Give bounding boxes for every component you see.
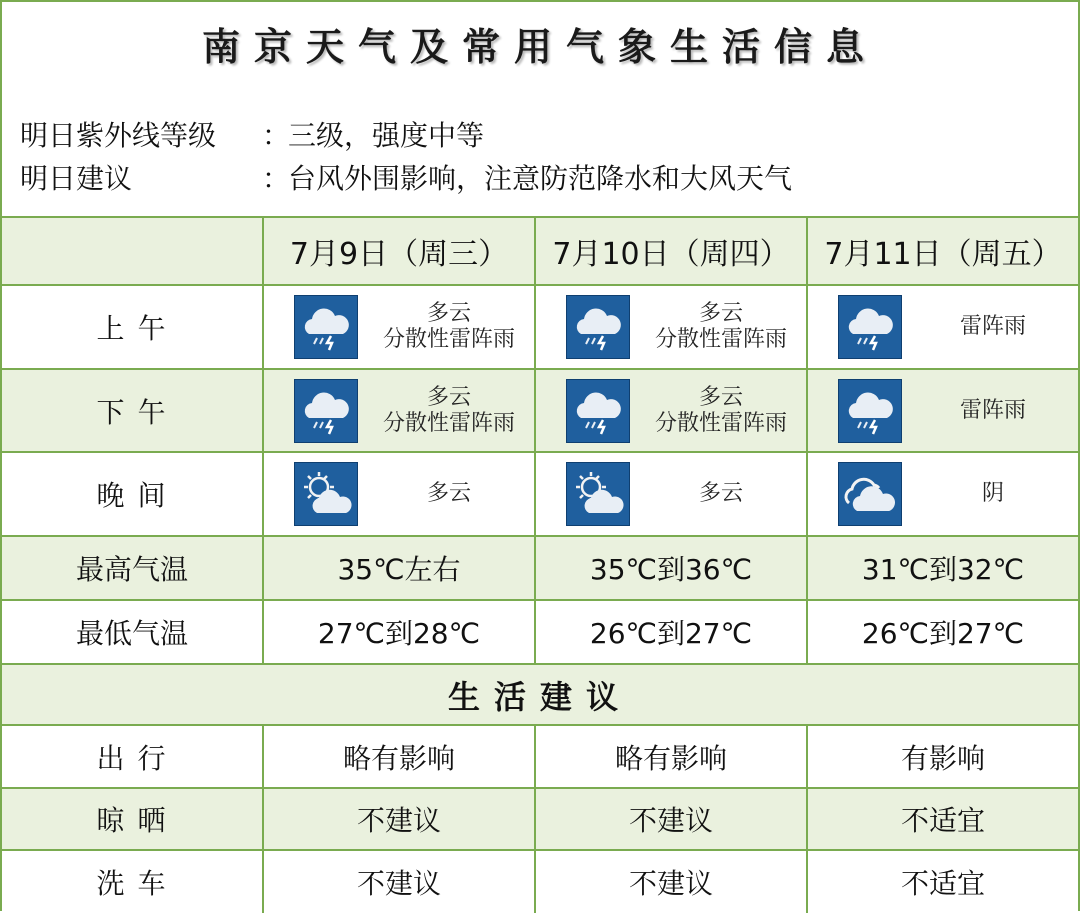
weather-desc bbox=[908, 286, 1078, 368]
weather-desc-line-1: 雷阵雨 bbox=[959, 397, 1026, 423]
life-label-travel: 出 行 bbox=[2, 726, 264, 787]
thunderstorm-icon bbox=[838, 379, 902, 443]
weather-cell bbox=[536, 370, 808, 451]
period-label-evening: 晚 间 bbox=[2, 453, 264, 535]
weather-desc-line-1: 多云 bbox=[426, 301, 471, 326]
weather-desc-line-2: 分散性雷阵雨 bbox=[382, 410, 515, 436]
weather-cell bbox=[808, 453, 1078, 535]
weather-desc-line-1: 雷阵雨 bbox=[959, 314, 1026, 339]
thunderstorm-icon bbox=[566, 295, 630, 359]
life-row-drying bbox=[2, 789, 1078, 851]
weather-desc-line-1: 多云 bbox=[698, 301, 743, 326]
partly-cloudy-icon bbox=[294, 462, 358, 526]
high-temp-row bbox=[2, 537, 1078, 601]
date-day-1: 7月9日（周三） bbox=[264, 218, 536, 284]
corner-cell bbox=[2, 218, 264, 284]
low-temp-value: 26℃到27℃ bbox=[536, 601, 808, 663]
advice-value: 台风外围影响，注意防范降水和大风天气 bbox=[288, 162, 793, 195]
advice-label: 明日建议 bbox=[20, 162, 133, 195]
uv-value: 三级，强度中等 bbox=[288, 119, 485, 152]
thunderstorm-icon bbox=[566, 379, 630, 443]
life-value: 有影响 bbox=[900, 741, 985, 775]
partly-cloudy-icon bbox=[566, 462, 630, 526]
high-temp-value: 35℃到36℃ bbox=[536, 537, 808, 599]
date-day-3: 7月11日（周五） bbox=[824, 237, 1062, 272]
weather-desc bbox=[636, 453, 806, 535]
weather-cell bbox=[808, 286, 1078, 368]
low-temp-value: 27℃到28℃ bbox=[264, 601, 536, 663]
weather-desc bbox=[364, 370, 534, 451]
life-value: 不适宜 bbox=[900, 867, 985, 900]
weather-cell bbox=[264, 286, 536, 368]
weather-desc-line-2: 分散性雷阵雨 bbox=[654, 410, 787, 436]
weather-desc bbox=[364, 286, 534, 368]
page-title: 南京天气及常用气象生活信息 bbox=[201, 25, 878, 69]
date-header-row bbox=[2, 218, 1078, 286]
low-temp-label: 最低气温 bbox=[2, 601, 264, 663]
life-row-travel bbox=[2, 726, 1078, 789]
uv-label: 明日紫外线等级 bbox=[20, 119, 217, 152]
uv-colon: ： bbox=[262, 119, 291, 152]
thunderstorm-icon bbox=[294, 379, 358, 443]
life-value: 不建议 bbox=[264, 851, 536, 913]
weather-desc bbox=[908, 453, 1078, 535]
period-label-morning: 上 午 bbox=[2, 286, 264, 368]
high-temp-label: 最高气温 bbox=[2, 537, 264, 599]
low-temp-row bbox=[2, 601, 1078, 665]
low-temp-value: 26℃到27℃ bbox=[861, 617, 1025, 650]
weather-desc-line-2: 分散性雷阵雨 bbox=[382, 327, 515, 352]
life-label-carwash: 洗 车 bbox=[2, 851, 264, 913]
life-value: 不建议 bbox=[536, 851, 808, 913]
morning-row bbox=[2, 286, 1078, 370]
weather-cell bbox=[264, 370, 536, 451]
advice-colon: ： bbox=[262, 162, 291, 195]
life-advice-header-row bbox=[2, 665, 1078, 726]
weather-desc bbox=[636, 286, 806, 368]
life-value: 略有影响 bbox=[264, 726, 536, 787]
weather-desc-line-1: 多云 bbox=[698, 481, 743, 506]
weather-desc-line-1: 多云 bbox=[426, 384, 471, 410]
overcast-icon bbox=[838, 462, 902, 526]
forecast-table bbox=[2, 218, 1078, 913]
life-value: 不建议 bbox=[264, 789, 536, 849]
thunderstorm-icon bbox=[838, 295, 902, 359]
thunderstorm-icon bbox=[294, 295, 358, 359]
weather-desc-line-2: 分散性雷阵雨 bbox=[654, 327, 787, 352]
high-temp-value: 35℃左右 bbox=[264, 537, 536, 599]
weather-cell bbox=[808, 370, 1078, 451]
life-value: 不建议 bbox=[536, 789, 808, 849]
date-day-2: 7月10日（周四） bbox=[536, 218, 808, 284]
high-temp-value: 31℃到32℃ bbox=[861, 553, 1025, 586]
weather-desc bbox=[364, 453, 534, 535]
weather-desc-line-1: 多云 bbox=[426, 481, 471, 506]
life-label-drying: 晾 晒 bbox=[2, 789, 264, 849]
life-value: 略有影响 bbox=[536, 726, 808, 787]
header bbox=[2, 2, 1078, 218]
weather-desc bbox=[636, 370, 806, 451]
weather-cell bbox=[536, 453, 808, 535]
weather-cell bbox=[264, 453, 536, 535]
weather-desc bbox=[908, 370, 1078, 451]
weather-cell bbox=[536, 286, 808, 368]
weather-desc-line-1: 多云 bbox=[698, 384, 743, 410]
life-value: 不适宜 bbox=[900, 804, 985, 837]
life-row-carwash bbox=[2, 851, 1078, 913]
life-advice-title: 生活建议 bbox=[447, 677, 632, 716]
weather-desc-line-1: 阴 bbox=[981, 481, 1004, 506]
afternoon-row bbox=[2, 370, 1078, 453]
period-label-afternoon: 下 午 bbox=[2, 370, 264, 451]
evening-row bbox=[2, 453, 1078, 537]
